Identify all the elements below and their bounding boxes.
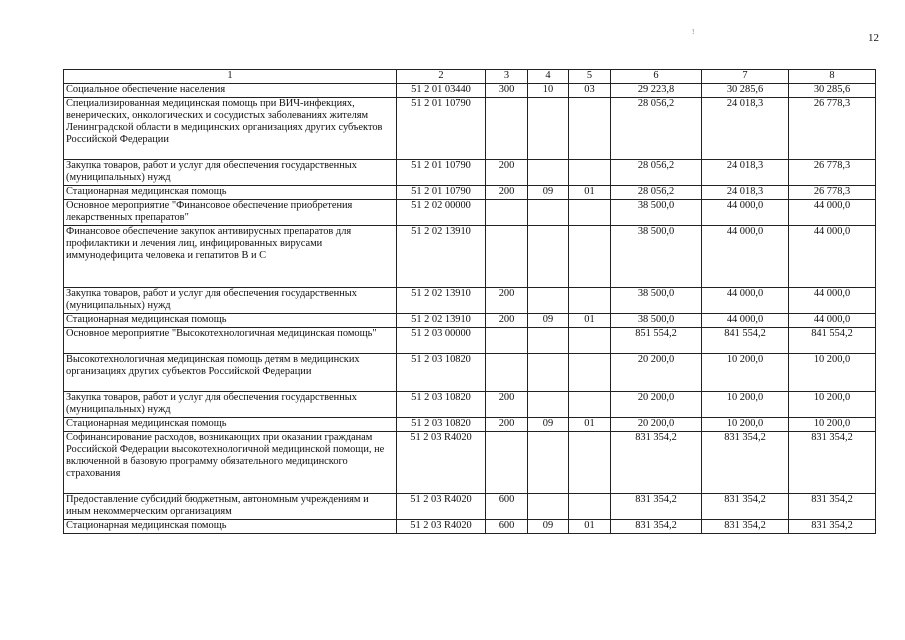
amount-year1-cell: 38 500,0: [611, 314, 702, 328]
item-name-cell: Предоставление субсидий бюджетным, автономным учреждениям и иным некоммерческим организациям: [64, 494, 397, 520]
expense-type-cell: 200: [486, 288, 528, 314]
amount-year2-cell: 24 018,3: [702, 186, 789, 200]
section-cell: [528, 288, 569, 314]
target-code-cell: 51 2 02 13910: [397, 226, 486, 288]
amount-year1-cell: 831 354,2: [611, 520, 702, 534]
subsection-cell: [569, 432, 611, 494]
table-row: [64, 160, 876, 186]
subsection-cell: 01: [569, 418, 611, 432]
target-code-cell: 51 2 02 00000: [397, 200, 486, 226]
target-code-cell: 51 2 03 10820: [397, 354, 486, 392]
table-row: [64, 84, 876, 98]
subsection-cell: 03: [569, 84, 611, 98]
amount-year1-cell: 831 354,2: [611, 494, 702, 520]
amount-year2-cell: 44 000,0: [702, 200, 789, 226]
scan-mark: !: [692, 28, 695, 36]
target-code-cell: 51 2 01 10790: [397, 160, 486, 186]
amount-year2-cell: 841 554,2: [702, 328, 789, 354]
expense-type-cell: [486, 432, 528, 494]
table-row: [64, 186, 876, 200]
amount-year2-cell: 831 354,2: [702, 494, 789, 520]
target-code-cell: 51 2 03 R4020: [397, 520, 486, 534]
amount-year1-cell: 851 554,2: [611, 328, 702, 354]
amount-year2-cell: 44 000,0: [702, 226, 789, 288]
amount-year2-cell: 24 018,3: [702, 98, 789, 160]
section-cell: [528, 354, 569, 392]
expense-type-cell: [486, 354, 528, 392]
amount-year3-cell: 44 000,0: [789, 314, 876, 328]
section-cell: 09: [528, 186, 569, 200]
amount-year1-cell: 38 500,0: [611, 288, 702, 314]
table-row: [64, 288, 876, 314]
amount-year1-cell: 38 500,0: [611, 226, 702, 288]
amount-year2-cell: 831 354,2: [702, 432, 789, 494]
table-row: [64, 98, 876, 160]
subsection-cell: 01: [569, 314, 611, 328]
item-name-cell: Закупка товаров, работ и услуг для обеспечения государственных (муниципальных) нужд: [64, 288, 397, 314]
page-number: 12: [868, 32, 879, 44]
header-cell: 3: [486, 70, 528, 84]
target-code-cell: 51 2 03 R4020: [397, 494, 486, 520]
target-code-cell: 51 2 02 13910: [397, 288, 486, 314]
item-name-cell: Софинансирование расходов, возникающих при оказании гражданам Российской Федерации высокотехнологичной медицинской помощи, не включенной в базовую программу обязательного медицинского страхования: [64, 432, 397, 494]
subsection-cell: [569, 494, 611, 520]
amount-year3-cell: 841 554,2: [789, 328, 876, 354]
amount-year1-cell: 20 200,0: [611, 392, 702, 418]
amount-year2-cell: 44 000,0: [702, 288, 789, 314]
expense-type-cell: [486, 98, 528, 160]
header-cell: 5: [569, 70, 611, 84]
amount-year1-cell: 38 500,0: [611, 200, 702, 226]
table-row: [64, 314, 876, 328]
amount-year1-cell: 20 200,0: [611, 354, 702, 392]
amount-year3-cell: 26 778,3: [789, 98, 876, 160]
amount-year2-cell: 30 285,6: [702, 84, 789, 98]
header-cell: 8: [789, 70, 876, 84]
amount-year3-cell: 26 778,3: [789, 160, 876, 186]
amount-year3-cell: 44 000,0: [789, 200, 876, 226]
target-code-cell: 51 2 03 10820: [397, 418, 486, 432]
item-name-cell: Стационарная медицинская помощь: [64, 186, 397, 200]
amount-year1-cell: 28 056,2: [611, 186, 702, 200]
item-name-cell: Специализированная медицинская помощь при ВИЧ-инфекциях, венерических, онкологических и сосудистых заболеваниях жителям Ленинградской области в медицинских организациях других субъектов Российской Федерации: [64, 98, 397, 160]
header-cell: 2: [397, 70, 486, 84]
subsection-cell: 01: [569, 186, 611, 200]
expense-type-cell: 200: [486, 418, 528, 432]
amount-year2-cell: 24 018,3: [702, 160, 789, 186]
expense-type-cell: 600: [486, 520, 528, 534]
amount-year3-cell: 831 354,2: [789, 494, 876, 520]
item-name-cell: Закупка товаров, работ и услуг для обеспечения государственных (муниципальных) нужд: [64, 160, 397, 186]
section-cell: 09: [528, 520, 569, 534]
section-cell: [528, 432, 569, 494]
amount-year2-cell: 10 200,0: [702, 354, 789, 392]
amount-year3-cell: 831 354,2: [789, 520, 876, 534]
amount-year3-cell: 10 200,0: [789, 418, 876, 432]
subsection-cell: [569, 392, 611, 418]
section-cell: [528, 226, 569, 288]
header-cell: 4: [528, 70, 569, 84]
subsection-cell: [569, 226, 611, 288]
header-cell: 7: [702, 70, 789, 84]
table-row: [64, 520, 876, 534]
table-row: [64, 200, 876, 226]
amount-year3-cell: 44 000,0: [789, 288, 876, 314]
table-row: [64, 354, 876, 392]
amount-year3-cell: 30 285,6: [789, 84, 876, 98]
subsection-cell: [569, 288, 611, 314]
table-row: [64, 226, 876, 288]
subsection-cell: 01: [569, 520, 611, 534]
table-row: [64, 432, 876, 494]
item-name-cell: Основное мероприятие "Финансовое обеспечение приобретения лекарственных препаратов": [64, 200, 397, 226]
item-name-cell: Стационарная медицинская помощь: [64, 520, 397, 534]
table-header-row: [64, 70, 876, 84]
expense-type-cell: 200: [486, 392, 528, 418]
amount-year3-cell: 10 200,0: [789, 392, 876, 418]
item-name-cell: Закупка товаров, работ и услуг для обеспечения государственных (муниципальных) нужд: [64, 392, 397, 418]
amount-year1-cell: 831 354,2: [611, 432, 702, 494]
section-cell: [528, 328, 569, 354]
item-name-cell: Высокотехнологичная медицинская помощь детям в медицинских организациях других субъектов Российской Федерации: [64, 354, 397, 392]
target-code-cell: 51 2 03 10820: [397, 392, 486, 418]
item-name-cell: Стационарная медицинская помощь: [64, 314, 397, 328]
amount-year1-cell: 28 056,2: [611, 160, 702, 186]
amount-year2-cell: 10 200,0: [702, 418, 789, 432]
target-code-cell: 51 2 01 03440: [397, 84, 486, 98]
expense-type-cell: 200: [486, 314, 528, 328]
amount-year3-cell: 831 354,2: [789, 432, 876, 494]
section-cell: 09: [528, 418, 569, 432]
table-row: [64, 418, 876, 432]
amount-year2-cell: 44 000,0: [702, 314, 789, 328]
target-code-cell: 51 2 02 13910: [397, 314, 486, 328]
expense-type-cell: [486, 200, 528, 226]
section-cell: [528, 392, 569, 418]
header-cell: 1: [64, 70, 397, 84]
table-row: [64, 328, 876, 354]
item-name-cell: Социальное обеспечение населения: [64, 84, 397, 98]
item-name-cell: Стационарная медицинская помощь: [64, 418, 397, 432]
expense-type-cell: 200: [486, 186, 528, 200]
target-code-cell: 51 2 01 10790: [397, 98, 486, 160]
amount-year1-cell: 29 223,8: [611, 84, 702, 98]
amount-year3-cell: 26 778,3: [789, 186, 876, 200]
subsection-cell: [569, 328, 611, 354]
section-cell: [528, 98, 569, 160]
section-cell: [528, 200, 569, 226]
section-cell: [528, 494, 569, 520]
amount-year3-cell: 44 000,0: [789, 226, 876, 288]
amount-year1-cell: 28 056,2: [611, 98, 702, 160]
subsection-cell: [569, 98, 611, 160]
section-cell: 09: [528, 314, 569, 328]
subsection-cell: [569, 160, 611, 186]
target-code-cell: 51 2 03 00000: [397, 328, 486, 354]
expense-type-cell: 200: [486, 160, 528, 186]
expense-type-cell: 600: [486, 494, 528, 520]
item-name-cell: Основное мероприятие "Высокотехнологичная медицинская помощь": [64, 328, 397, 354]
expense-type-cell: [486, 226, 528, 288]
subsection-cell: [569, 354, 611, 392]
amount-year2-cell: 831 354,2: [702, 520, 789, 534]
table-row: [64, 494, 876, 520]
header-cell: 6: [611, 70, 702, 84]
subsection-cell: [569, 200, 611, 226]
section-cell: [528, 160, 569, 186]
expense-type-cell: 300: [486, 84, 528, 98]
target-code-cell: 51 2 01 10790: [397, 186, 486, 200]
amount-year3-cell: 10 200,0: [789, 354, 876, 392]
amount-year1-cell: 20 200,0: [611, 418, 702, 432]
section-cell: 10: [528, 84, 569, 98]
amount-year2-cell: 10 200,0: [702, 392, 789, 418]
item-name-cell: Финансовое обеспечение закупок антивирусных препаратов для профилактики и лечения лиц, инфицированных вирусами иммунодефицита человека и гепатитов В и С: [64, 226, 397, 288]
target-code-cell: 51 2 03 R4020: [397, 432, 486, 494]
expense-type-cell: [486, 328, 528, 354]
table-row: [64, 392, 876, 418]
budget-table: [63, 69, 876, 534]
